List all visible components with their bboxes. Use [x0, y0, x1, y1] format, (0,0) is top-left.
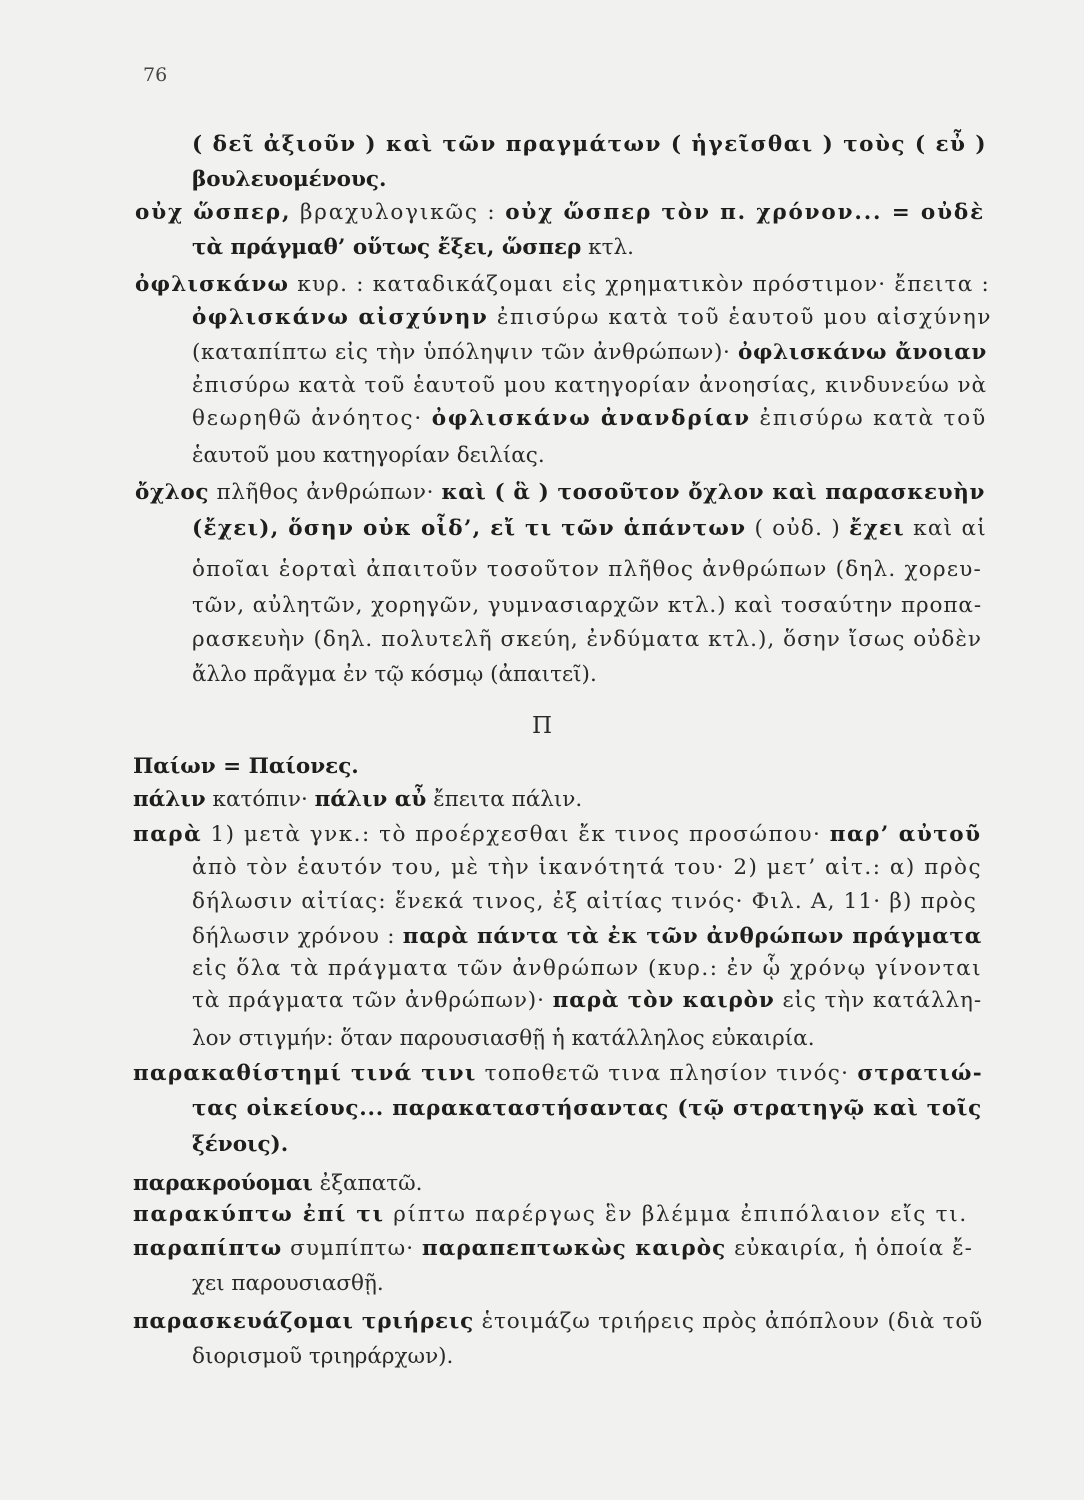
lemma-text: (ἔχει), ὅσην οὐκ οἶδ’, εἴ τι τῶν ἁπάντων — [192, 516, 747, 541]
gloss-text: ἀπὸ τὸν ἑαυτόν του, μὲ τὴν ἱκανότητά του· 2) μετ’ αἰτ.: α) πρὸς — [192, 855, 982, 880]
gloss-text: διορισμοῦ τριηράρχων). — [192, 1344, 454, 1369]
lemma-text: παρακρούομαι — [133, 1171, 313, 1196]
text-line — [133, 1200, 968, 1230]
gloss-text: θεωρηθῶ ἀνόητος· — [192, 406, 432, 431]
text-line — [133, 785, 582, 815]
lemma-text: ξένοις). — [192, 1132, 289, 1157]
gloss-text: βραχυλογικῶς : — [291, 200, 506, 225]
lemma-text: ( δεῖ ἀξιοῦν ) καὶ τῶν πραγμάτων ( ἡγεῖσθαι ) τοὺς ( εὖ ) — [192, 132, 987, 157]
text-line — [133, 1234, 973, 1264]
gloss-text: τῶν, αὐλητῶν, χορηγῶν, γυμνασιαρχῶν κτλ.) καὶ τοσαύτην προπα- — [192, 593, 982, 618]
gloss-text: (καταπίπτω εἰς τὴν ὑπόληψιν τῶν ἀνθρώπων)· — [192, 340, 739, 365]
text-line — [133, 1169, 422, 1199]
lemma-text: τὰ πράγμαθ’ οὕτως ἔξει, ὥσπερ — [192, 235, 582, 260]
text-line — [192, 303, 992, 333]
gloss-text: δήλωσιν χρόνου : — [192, 924, 403, 949]
text-line — [133, 820, 982, 850]
lemma-text: παρακύπτω ἐπί τι — [133, 1202, 385, 1227]
text-line — [192, 555, 982, 585]
gloss-text: εἰς τὴν κατάλλη- — [774, 988, 982, 1013]
lemma-text: καὶ ( ἃ ) τοσοῦτον ὄχλον καὶ παρασκευὴν — [441, 480, 985, 505]
text-line — [192, 404, 987, 434]
gloss-text: ρίπτω παρέργως ἓν βλέμμα ἐπιπόλαιον εἴς τι. — [384, 1202, 968, 1227]
gloss-text: 1) μετὰ γνκ.: τὸ προέρχεσθαι ἔκ τινος προσώπου· — [202, 822, 830, 847]
text-line — [192, 1094, 982, 1124]
text-line — [192, 514, 987, 544]
gloss-text: τοποθετῶ τινα πλησίον τινός· — [476, 1061, 858, 1086]
gloss-text: τὰ πράγματα τῶν ἀνθρώπων)· — [192, 988, 553, 1013]
gloss-text: ρασκευὴν (δηλ. πολυτελῆ σκεύη, ἐνδύματα κτλ.), ὅσην ἴσως οὐδὲν — [192, 627, 982, 652]
text-line — [192, 954, 982, 984]
text-line — [192, 338, 987, 368]
gloss-text: ἔπειτα πάλιν. — [426, 787, 583, 812]
lemma-text: παρ’ αὐτοῦ — [829, 822, 982, 847]
gloss-text: εὐκαιρία, ἡ ὁποία ἔ- — [726, 1236, 973, 1261]
gloss-text: καὶ αἱ — [904, 516, 987, 541]
gloss-text: συμπίπτω· — [282, 1236, 422, 1261]
text-line — [133, 752, 359, 782]
gloss-text: χει παρουσιασθῇ. — [192, 1271, 384, 1296]
text-line — [192, 1342, 453, 1372]
text-line — [192, 625, 982, 655]
gloss-text: κτλ. — [581, 235, 634, 260]
gloss-text: ἐπισύρω κατὰ τοῦ ἑαυτοῦ μου κατηγορίαν ἀνοησίας, κινδυνεύω νὰ — [192, 373, 987, 398]
text-line — [192, 922, 982, 952]
lemma-text: βουλευομένους. — [192, 167, 387, 192]
lemma-text: πάλιν αὖ — [314, 787, 427, 812]
lemma-text: ὀφλισκάνω αἰσχύνην — [192, 305, 489, 330]
lemma-text: στρατιώ- — [857, 1061, 983, 1086]
text-line — [135, 270, 990, 300]
gloss-text: πλῆθος ἀνθρώπων· — [209, 480, 442, 505]
text-line — [192, 1130, 288, 1160]
text-line — [192, 660, 597, 690]
text-line — [192, 165, 387, 195]
lemma-text: ἔχει — [849, 516, 905, 541]
text-line — [133, 1307, 983, 1337]
lemma-text: ὀφλισκάνω ἀνανδρίαν — [431, 406, 751, 431]
lemma-text: ὀφλισκάνω ἄνοιαν — [738, 340, 987, 365]
lemma-text: ὀφλισκάνω — [135, 272, 290, 297]
gloss-text: ἑτοιμάζω τριήρεις πρὸς ἀπόπλουν (διὰ τοῦ — [474, 1309, 983, 1334]
gloss-text: λον στιγμήν: ὅταν παρουσιασθῇ ἡ κατάλληλος εὐκαιρία. — [192, 1026, 815, 1051]
gloss-text: ὁποῖαι ἑορταὶ ἀπαιτοῦν τοσοῦτον πλῆθος ἀνθρώπων (δηλ. χορευ- — [192, 557, 982, 582]
page-number: 76 — [143, 64, 168, 86]
text-line — [192, 887, 977, 917]
section-letter: Π — [531, 713, 553, 739]
text-line — [192, 1269, 384, 1299]
text-line — [192, 853, 982, 883]
gloss-text: εἰς ὅλα τὰ πράγματα τῶν ἀνθρώπων (κυρ.: ἐν ᾧ χρόνῳ γίνονται — [192, 956, 982, 981]
gloss-text: δήλωσιν αἰτίας: ἕνεκά τινος, ἐξ αἰτίας τινός· Φιλ. Α, 11· β) πρὸς — [192, 889, 977, 914]
text-line — [192, 986, 982, 1016]
text-line — [192, 233, 634, 263]
lemma-text: παρασκευάζομαι τριήρεις — [133, 1309, 475, 1334]
lemma-text: οὐχ ὥσπερ τὸν π. χρόνον... = οὐδὲ — [505, 200, 985, 225]
gloss-text: ἑαυτοῦ μου κατηγορίαν δειλίας. — [192, 443, 545, 468]
gloss-text: κυρ. : καταδικάζομαι εἰς χρηματικὸν πρόστιμον· ἔπειτα : — [289, 272, 990, 297]
gloss-text: ἐξαπατῶ. — [312, 1171, 423, 1196]
text-line — [192, 441, 545, 471]
lemma-text: παραπίπτω — [133, 1236, 283, 1261]
text-line — [135, 478, 985, 508]
text-line — [192, 371, 987, 401]
lemma-text: παρὰ — [133, 822, 203, 847]
text-line — [135, 198, 985, 228]
gloss-text: κατόπιν· — [205, 787, 315, 812]
lemma-text: παρὰ τὸν καιρὸν — [552, 988, 775, 1013]
text-line — [192, 1024, 815, 1054]
lemma-text: Παίων = Παίονες. — [133, 754, 359, 779]
text-line — [192, 130, 987, 160]
gloss-text: ἐπισύρω κατὰ τοῦ — [750, 406, 987, 431]
gloss-text: ἄλλο πρᾶγμα ἐν τῷ κόσμῳ (ἀπαιτεῖ). — [192, 662, 597, 687]
gloss-text: ( οὐδ. ) — [746, 516, 850, 541]
gloss-text: ἐπισύρω κατὰ τοῦ ἑαυτοῦ μου αἰσχύνην — [488, 305, 992, 330]
lemma-text: παραπεπτωκὼς καιρὸς — [422, 1236, 727, 1261]
lemma-text: παρὰ πάντα τὰ ἐκ τῶν ἀνθρώπων πράγματα — [402, 924, 982, 949]
lemma-text: πάλιν — [133, 787, 206, 812]
text-line — [133, 1059, 983, 1089]
lemma-text: ὄχλος — [135, 480, 210, 505]
text-line — [192, 591, 982, 621]
lemma-text: οὐχ ὥσπερ, — [135, 200, 292, 225]
lemma-text: παρακαθίστημί τινά τινι — [133, 1061, 477, 1086]
lemma-text: τας οἰκείους... παρακαταστήσαντας (τῷ στρατηγῷ καὶ τοῖς — [192, 1096, 982, 1121]
